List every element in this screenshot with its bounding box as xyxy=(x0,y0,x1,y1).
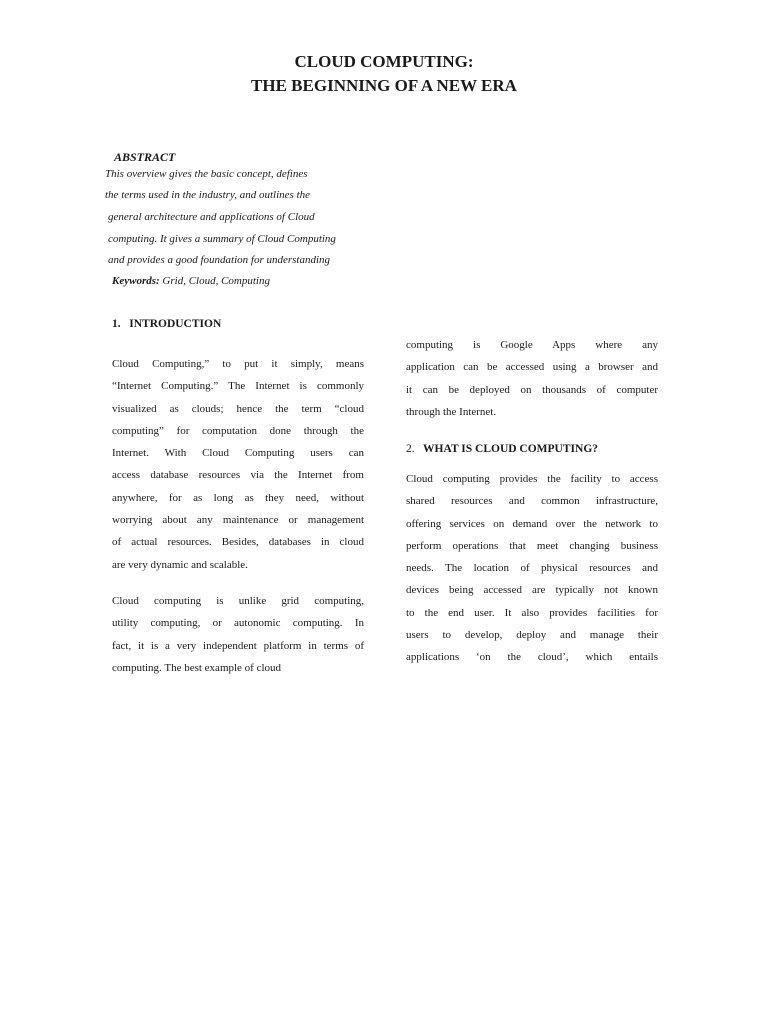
body-line: needs. The location of physical resources and xyxy=(406,562,658,575)
body-line: Cloud computing provides the facility to access xyxy=(406,473,658,485)
section-1-number: 1. xyxy=(112,318,121,330)
body-line: to the end user. It also provides facilities for xyxy=(406,606,658,619)
body-line: of actual resources. Besides, databases in cloud xyxy=(112,536,364,549)
keywords-text: Grid, Cloud, Computing xyxy=(162,275,270,287)
body-line: application can be accessed using a browser and xyxy=(406,361,658,374)
body-line: applications ‘on the cloud’, which entails xyxy=(406,651,658,664)
paper-title xyxy=(0,50,768,98)
title-line-2: THE BEGINNING OF A NEW ERA xyxy=(251,76,517,95)
right-column-section-2 xyxy=(406,468,658,669)
left-column xyxy=(112,353,364,679)
body-line: Cloud Computing,” to put it simply, means xyxy=(112,358,364,370)
abstract-heading: ABSTRACT xyxy=(114,150,176,164)
body-line: “Internet Computing.” The Internet is commonly xyxy=(112,380,364,393)
body-line: fact, it is a very independent platform in terms of xyxy=(112,639,364,652)
body-line: through the Internet. xyxy=(406,405,497,418)
body-line: computing is Google Apps where any xyxy=(406,339,658,351)
abstract-line: and provides a good foundation for understanding xyxy=(108,254,331,266)
section-2-number: 2. xyxy=(406,443,415,455)
body-line: computing. The best example of cloud xyxy=(112,661,282,674)
section-2-title: WHAT IS CLOUD COMPUTING? xyxy=(423,443,599,455)
keywords xyxy=(112,275,270,287)
body-line: are very dynamic and scalable. xyxy=(112,558,248,571)
body-line: utility computing, or autonomic computing. In xyxy=(112,617,364,630)
body-line: computing” for computation done through the xyxy=(112,424,364,437)
body-line: it can be deployed on thousands of computer xyxy=(406,383,658,396)
body-line: anywhere, for as long as they need, without xyxy=(112,491,364,504)
section-2-heading xyxy=(406,443,598,455)
body-line: users to develop, deploy and manage their xyxy=(406,629,658,642)
body-line: devices being accessed are typically not known xyxy=(406,584,658,597)
abstract-line: general architecture and applications of Cloud xyxy=(108,211,315,223)
abstract-line: computing. It gives a summary of Cloud Computing xyxy=(108,233,336,245)
section-1-heading xyxy=(112,318,221,330)
body-line: visualized as clouds; hence the term “cloud xyxy=(112,402,364,415)
body-line: perform operations that meet changing business xyxy=(406,539,658,552)
abstract-line: This overview gives the basic concept, defines xyxy=(105,168,308,180)
abstract-line: the terms used in the industry, and outlines the xyxy=(105,189,311,201)
body-line: Internet. With Cloud Computing users can xyxy=(112,447,364,460)
body-line: offering services on demand over the network to xyxy=(406,517,658,530)
body-line: Cloud computing is unlike grid computing, xyxy=(112,594,364,607)
body-line: access database resources via the Internet from xyxy=(112,469,364,482)
section-1-title: INTRODUCTION xyxy=(129,318,222,330)
right-column-continuation xyxy=(406,334,658,423)
title-line-1: CLOUD COMPUTING: xyxy=(294,52,474,71)
body-line: worrying about any maintenance or management xyxy=(112,514,364,527)
keywords-label: Keywords: xyxy=(112,275,160,287)
body-line: shared resources and common infrastructure, xyxy=(406,495,658,508)
